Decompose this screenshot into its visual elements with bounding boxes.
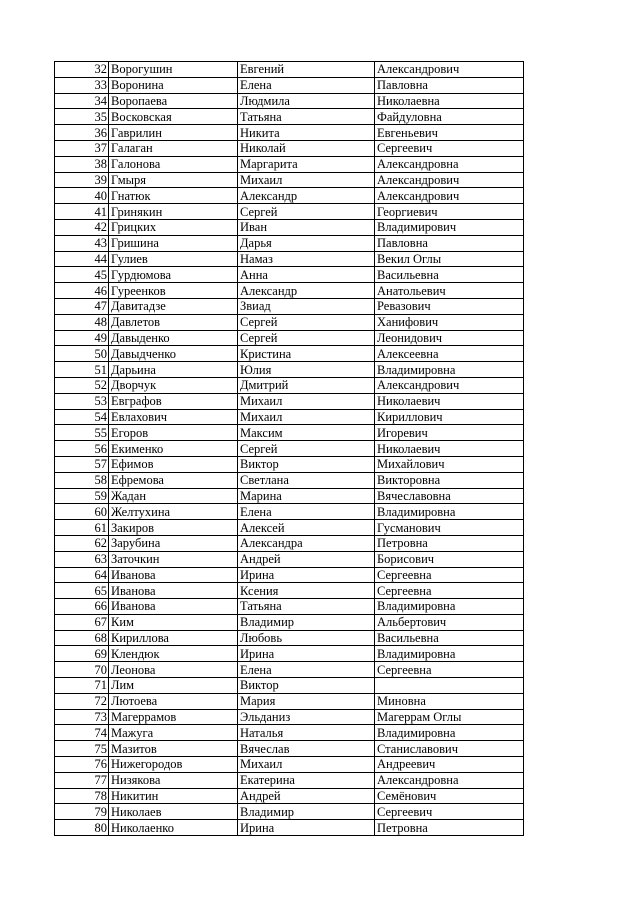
first-name-cell: Вячеслав [238,741,375,757]
first-name-cell: Виктор [238,678,375,694]
last-name-cell: Ефремова [109,472,238,488]
row-number-cell: 48 [55,314,109,330]
last-name-cell: Желтухина [109,504,238,520]
last-name-cell: Давлетов [109,314,238,330]
last-name-cell: Закиров [109,520,238,536]
first-name-cell: Ирина [238,646,375,662]
patronymic-cell: Игоревич [375,425,524,441]
patronymic-cell: Ханифович [375,314,524,330]
roster-table-body [55,62,524,836]
first-name-cell: Мария [238,693,375,709]
table-row [55,725,524,741]
patronymic-cell: Альбертович [375,614,524,630]
first-name-cell: Елена [238,77,375,93]
row-number-cell: 33 [55,77,109,93]
roster-table [54,61,524,836]
table-row [55,409,524,425]
row-number-cell: 77 [55,772,109,788]
row-number-cell: 74 [55,725,109,741]
table-row [55,709,524,725]
last-name-cell: Ефимов [109,456,238,472]
patronymic-cell: Владимирович [375,219,524,235]
last-name-cell: Воронина [109,77,238,93]
first-name-cell: Ирина [238,567,375,583]
row-number-cell: 39 [55,172,109,188]
last-name-cell: Гуреенков [109,283,238,299]
row-number-cell: 64 [55,567,109,583]
table-row [55,172,524,188]
row-number-cell: 34 [55,93,109,109]
patronymic-cell: Сергеевна [375,662,524,678]
row-number-cell: 37 [55,140,109,156]
last-name-cell: Гурдюмова [109,267,238,283]
patronymic-cell [375,678,524,694]
row-number-cell: 53 [55,393,109,409]
patronymic-cell: Анатольевич [375,283,524,299]
first-name-cell: Никита [238,125,375,141]
patronymic-cell: Петровна [375,820,524,836]
last-name-cell: Давыдченко [109,346,238,362]
last-name-cell: Леонова [109,662,238,678]
patronymic-cell: Семёнович [375,788,524,804]
patronymic-cell: Александровна [375,156,524,172]
table-row [55,804,524,820]
row-number-cell: 40 [55,188,109,204]
last-name-cell: Мажуга [109,725,238,741]
first-name-cell: Елена [238,504,375,520]
first-name-cell: Наталья [238,725,375,741]
row-number-cell: 62 [55,535,109,551]
last-name-cell: Давитадзе [109,298,238,314]
last-name-cell: Дворчук [109,377,238,393]
row-number-cell: 44 [55,251,109,267]
row-number-cell: 71 [55,678,109,694]
table-row [55,583,524,599]
row-number-cell: 61 [55,520,109,536]
patronymic-cell: Владимировна [375,725,524,741]
first-name-cell: Александр [238,283,375,299]
patronymic-cell: Владимировна [375,362,524,378]
last-name-cell: Гринякин [109,204,238,220]
patronymic-cell: Сергеевна [375,583,524,599]
last-name-cell: Гаврилин [109,125,238,141]
first-name-cell: Дарья [238,235,375,251]
first-name-cell: Кристина [238,346,375,362]
row-number-cell: 73 [55,709,109,725]
first-name-cell: Владимир [238,614,375,630]
table-row [55,504,524,520]
patronymic-cell: Александрович [375,172,524,188]
table-row [55,646,524,662]
row-number-cell: 55 [55,425,109,441]
last-name-cell: Магеррамов [109,709,238,725]
patronymic-cell: Магеррам Оглы [375,709,524,725]
first-name-cell: Михаил [238,172,375,188]
table-row [55,109,524,125]
patronymic-cell: Александрович [375,62,524,78]
row-number-cell: 52 [55,377,109,393]
patronymic-cell: Георгиевич [375,204,524,220]
first-name-cell: Андрей [238,551,375,567]
table-row [55,77,524,93]
first-name-cell: Марина [238,488,375,504]
patronymic-cell: Евгеньевич [375,125,524,141]
table-row [55,693,524,709]
patronymic-cell: Владимировна [375,646,524,662]
last-name-cell: Восковская [109,109,238,125]
table-row [55,567,524,583]
patronymic-cell: Станиславович [375,741,524,757]
row-number-cell: 36 [55,125,109,141]
first-name-cell: Михаил [238,757,375,773]
first-name-cell: Александр [238,188,375,204]
table-row [55,788,524,804]
table-row [55,267,524,283]
last-name-cell: Иванова [109,567,238,583]
last-name-cell: Давыденко [109,330,238,346]
table-row [55,235,524,251]
table-row [55,330,524,346]
last-name-cell: Галаган [109,140,238,156]
first-name-cell: Людмила [238,93,375,109]
row-number-cell: 60 [55,504,109,520]
table-row [55,62,524,78]
patronymic-cell: Александровна [375,772,524,788]
row-number-cell: 35 [55,109,109,125]
table-row [55,377,524,393]
patronymic-cell: Сергеевич [375,140,524,156]
last-name-cell: Евграфов [109,393,238,409]
row-number-cell: 56 [55,441,109,457]
table-row [55,204,524,220]
last-name-cell: Иванова [109,583,238,599]
table-row [55,298,524,314]
first-name-cell: Дмитрий [238,377,375,393]
last-name-cell: Николаенко [109,820,238,836]
first-name-cell: Юлия [238,362,375,378]
patronymic-cell: Сергеевна [375,567,524,583]
row-number-cell: 65 [55,583,109,599]
first-name-cell: Светлана [238,472,375,488]
table-row [55,93,524,109]
row-number-cell: 41 [55,204,109,220]
table-row [55,551,524,567]
row-number-cell: 66 [55,599,109,615]
first-name-cell: Анна [238,267,375,283]
last-name-cell: Гнатюк [109,188,238,204]
first-name-cell: Екатерина [238,772,375,788]
table-row [55,156,524,172]
first-name-cell: Любовь [238,630,375,646]
last-name-cell: Низякова [109,772,238,788]
patronymic-cell: Александрович [375,188,524,204]
row-number-cell: 50 [55,346,109,362]
patronymic-cell: Васильевна [375,267,524,283]
row-number-cell: 72 [55,693,109,709]
row-number-cell: 69 [55,646,109,662]
patronymic-cell: Файдуловна [375,109,524,125]
row-number-cell: 80 [55,820,109,836]
first-name-cell: Сергей [238,330,375,346]
table-row [55,283,524,299]
patronymic-cell: Павловна [375,77,524,93]
last-name-cell: Ворогушин [109,62,238,78]
table-row [55,678,524,694]
patronymic-cell: Владимировна [375,599,524,615]
last-name-cell: Воропаева [109,93,238,109]
first-name-cell: Николай [238,140,375,156]
first-name-cell: Максим [238,425,375,441]
patronymic-cell: Николаевна [375,93,524,109]
patronymic-cell: Алексеевна [375,346,524,362]
first-name-cell: Сергей [238,314,375,330]
first-name-cell: Александра [238,535,375,551]
first-name-cell: Татьяна [238,109,375,125]
patronymic-cell: Павловна [375,235,524,251]
patronymic-cell: Владимировна [375,504,524,520]
row-number-cell: 38 [55,156,109,172]
patronymic-cell: Миновна [375,693,524,709]
table-row [55,820,524,836]
last-name-cell: Иванова [109,599,238,615]
table-row [55,757,524,773]
last-name-cell: Гулиев [109,251,238,267]
patronymic-cell: Андреевич [375,757,524,773]
table-row [55,630,524,646]
last-name-cell: Гмыря [109,172,238,188]
last-name-cell: Никитин [109,788,238,804]
first-name-cell: Ксения [238,583,375,599]
patronymic-cell: Векил Оглы [375,251,524,267]
last-name-cell: Дарьина [109,362,238,378]
table-row [55,219,524,235]
row-number-cell: 79 [55,804,109,820]
patronymic-cell: Васильевна [375,630,524,646]
last-name-cell: Клендюк [109,646,238,662]
last-name-cell: Кириллова [109,630,238,646]
first-name-cell: Иван [238,219,375,235]
table-row [55,425,524,441]
last-name-cell: Мазитов [109,741,238,757]
row-number-cell: 75 [55,741,109,757]
row-number-cell: 59 [55,488,109,504]
table-row [55,125,524,141]
row-number-cell: 32 [55,62,109,78]
table-row [55,140,524,156]
row-number-cell: 46 [55,283,109,299]
table-row [55,488,524,504]
first-name-cell: Сергей [238,441,375,457]
patronymic-cell: Петровна [375,535,524,551]
first-name-cell: Эльданиз [238,709,375,725]
first-name-cell: Маргарита [238,156,375,172]
row-number-cell: 45 [55,267,109,283]
first-name-cell: Виктор [238,456,375,472]
table-row [55,741,524,757]
patronymic-cell: Викторовна [375,472,524,488]
first-name-cell: Елена [238,662,375,678]
row-number-cell: 43 [55,235,109,251]
row-number-cell: 63 [55,551,109,567]
row-number-cell: 67 [55,614,109,630]
patronymic-cell: Гусманович [375,520,524,536]
last-name-cell: Ким [109,614,238,630]
patronymic-cell: Кириллович [375,409,524,425]
table-row [55,772,524,788]
row-number-cell: 76 [55,757,109,773]
table-row [55,662,524,678]
row-number-cell: 70 [55,662,109,678]
row-number-cell: 68 [55,630,109,646]
row-number-cell: 58 [55,472,109,488]
first-name-cell: Владимир [238,804,375,820]
last-name-cell: Нижегородов [109,757,238,773]
last-name-cell: Грицких [109,219,238,235]
last-name-cell: Николаев [109,804,238,820]
first-name-cell: Алексей [238,520,375,536]
patronymic-cell: Николаевич [375,393,524,409]
table-row [55,535,524,551]
last-name-cell: Лим [109,678,238,694]
table-row [55,314,524,330]
row-number-cell: 78 [55,788,109,804]
table-row [55,441,524,457]
table-row [55,188,524,204]
first-name-cell: Звиад [238,298,375,314]
first-name-cell: Сергей [238,204,375,220]
first-name-cell: Михаил [238,409,375,425]
table-row [55,599,524,615]
first-name-cell: Евгений [238,62,375,78]
patronymic-cell: Леонидович [375,330,524,346]
first-name-cell: Татьяна [238,599,375,615]
last-name-cell: Заточкин [109,551,238,567]
row-number-cell: 49 [55,330,109,346]
last-name-cell: Егоров [109,425,238,441]
last-name-cell: Галонова [109,156,238,172]
last-name-cell: Евлахович [109,409,238,425]
patronymic-cell: Борисович [375,551,524,567]
patronymic-cell: Николаевич [375,441,524,457]
last-name-cell: Гришина [109,235,238,251]
table-row [55,614,524,630]
row-number-cell: 57 [55,456,109,472]
row-number-cell: 54 [55,409,109,425]
last-name-cell: Екименко [109,441,238,457]
table-row [55,251,524,267]
row-number-cell: 42 [55,219,109,235]
first-name-cell: Намаз [238,251,375,267]
patronymic-cell: Ревазович [375,298,524,314]
last-name-cell: Лютоева [109,693,238,709]
table-row [55,456,524,472]
row-number-cell: 47 [55,298,109,314]
patronymic-cell: Александрович [375,377,524,393]
table-row [55,346,524,362]
first-name-cell: Михаил [238,393,375,409]
patronymic-cell: Михайлович [375,456,524,472]
table-row [55,520,524,536]
table-row [55,472,524,488]
last-name-cell: Жадан [109,488,238,504]
row-number-cell: 51 [55,362,109,378]
patronymic-cell: Вячеславовна [375,488,524,504]
first-name-cell: Андрей [238,788,375,804]
first-name-cell: Ирина [238,820,375,836]
table-row [55,362,524,378]
last-name-cell: Зарубина [109,535,238,551]
patronymic-cell: Сергеевич [375,804,524,820]
table-row [55,393,524,409]
